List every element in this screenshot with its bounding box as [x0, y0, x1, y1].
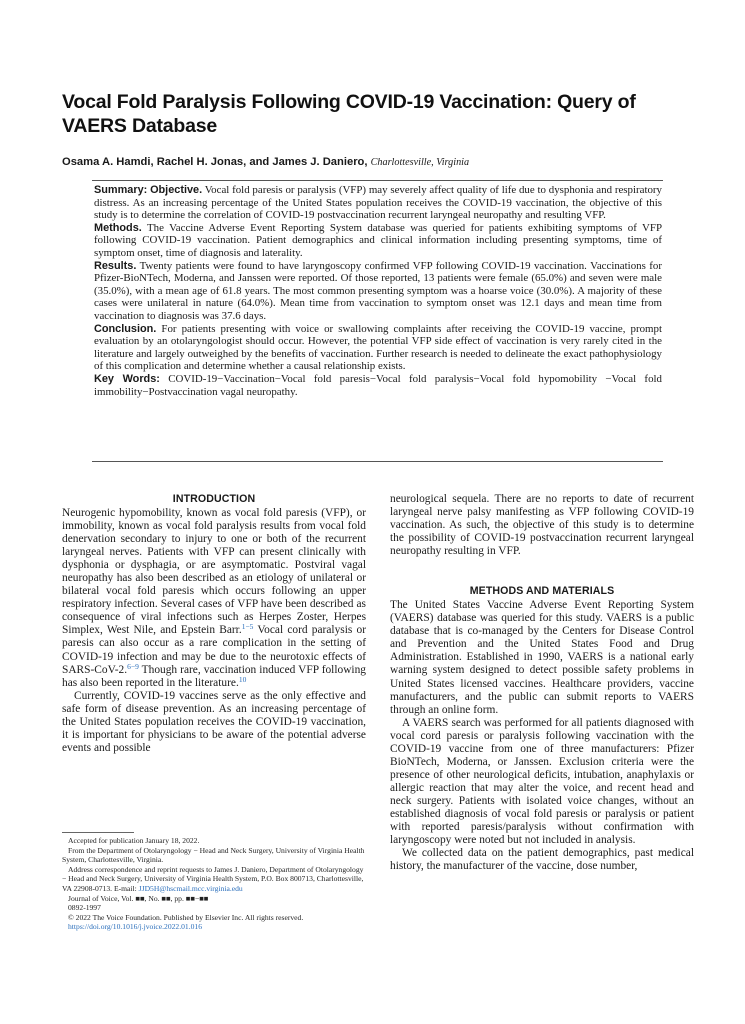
- abstract-results: [94, 260, 662, 323]
- footnote-copyright: © 2022 The Voice Foundation. Published by Elsevier Inc. All rights reserved.: [68, 912, 304, 922]
- intro-p1-text-a: Neurogenic hypomobility, known as vocal fold paresis (VFP), or immobility, known as vocal fold paralysis results from vocal fold denervation secondary to injury to one or both of the recurrent laryngeal nerves. Patients with VFP can present clinically with dysphonia or dysphagia, or are asymptomatic. Postviral vagal neuropathy has also been described as an etiology of unilateral or bilateral vocal fold paresis which occurs following an upper respiratory infection. Several cases of VFP have been described as consequence of viral infections such as Herpes Zoster, Herpes Simplex, West Nile, and Epstein Barr.: [62, 507, 366, 637]
- methods-label: Methods.: [94, 221, 142, 234]
- article-title: Vocal Fold Paralysis Following COVID-19 Vaccination: Query of VAERS Database: [62, 91, 636, 137]
- conclusion-text: For patients presenting with voice or swallowing complaints after receiving the COVID-19 vaccine, prompt evaluation by an otolaryngologist should occur. However, the potential VFP side effect of vaccination is very rarely cited in the literature and largely outweighed by the benefits of vaccination. Further research is needed to delineate the exact pathophysiology of this complication and determine whether a causal relationship exists.: [94, 322, 662, 373]
- introduction-heading: INTRODUCTION: [172, 493, 256, 505]
- intro-p1-text-b: Vocal cord paralysis or paresis can also occur as a rare complication in the setting of COVID-19 infection and may be due to the neurotoxic effects of SARS-CoV-2.: [62, 624, 366, 676]
- methods-paragraph-3: We collected data on the patient demographics, past medical history, the manufacturer of the vaccine, dose number,: [390, 847, 694, 873]
- objective-text: Vocal fold paresis or paralysis (VFP) may severely affect quality of life due to dysphonia and respiratory distress. As an increasing percentage of the United States population receives the COVID-19 vaccination, the objective of this study is to determine the correlation of COVID-19 postvaccination recurrent laryngeal neuropathy and resulting VFP.: [94, 184, 662, 222]
- footnote-accepted: Accepted for publication January 18, 2022.: [68, 836, 200, 845]
- abstract-top-rule: [92, 180, 663, 181]
- abstract-bottom-rule: [92, 461, 663, 462]
- author-line: [62, 155, 687, 170]
- footnote-journal: Journal of Voice, Vol. ■■, No. ■■, pp. ■■−■■: [68, 893, 209, 903]
- reference-link-10[interactable]: 10: [238, 674, 247, 684]
- intro-p1-text-c: Though rare, vaccination induced VFP following has also been reported in the literature.: [62, 663, 366, 689]
- footnote-address-text: Address correspondence and reprint requests to James J. Daniero, Department of Otolaryngology − Head and Neck Surgery, University of Virginia Health System, P.O. Box 800713, Charlottesville, VA 22908-0713. E-mail:: [62, 864, 364, 893]
- introduction-paragraph-2-continued: neurological sequela. There are no reports to date of recurrent laryngeal nerve palsy manifesting as VFP following COVID-19 vaccination. As such, the objective of this study is to determine the possibility of COVID-19 postvaccination recurrent laryngeal neuropathy resulting in VFP.: [390, 493, 694, 558]
- introduction-paragraph-1: [62, 507, 366, 690]
- keywords-text: COVID-19−Vaccination−Vocal fold paresis−Vocal fold paralysis−Vocal fold hypomobility −Vocal fold immobility−Postvaccination vagal neuropathy.: [94, 372, 662, 398]
- reference-link-6-9[interactable]: 6−9: [127, 661, 139, 671]
- results-label: Results.: [94, 259, 137, 272]
- conclusion-label: Conclusion.: [94, 322, 157, 335]
- results-text: Twenty patients were found to have laryngoscopy confirmed VFP following COVID-19 vaccination. Vaccinations for Pfizer-BioNTech, Moderna, and Janssen were reported. Of those reported, 13 patients were female (65.0%) and seven were male (35.0%), with a mean age of 61.8 years. The most common presenting symptom was a hoarse voice (30.0%). A majority of these cases were unilateral in nature (64.0%). Mean time from vaccination to symptom onset was 12.1 days and mean time from vaccination to diagnosis was 37.6 days.: [94, 259, 662, 322]
- methods-heading: METHODS AND MATERIALS: [469, 585, 615, 598]
- footnote-address: [62, 865, 366, 894]
- left-column: [62, 493, 366, 755]
- methods-paragraph-2: A VAERS search was performed for all patients diagnosed with vocal cord paresis or paralysis following vaccination with the COVID-19 vaccine from one of three manufacturers: Pfizer BioNTech, Moderna, or Janssen. Exclusion criteria were the presence of other neurological deficits, intubation, anaphylaxis or allergic reaction that may alter the voice, and recent head and neck surgery. Patients with isolated voice changes, without an established diagnosis of vocal fold paresis or paralysis or patient with reported paresis/paralysis without confirmation with laryngoscopy were noted but not included in analysis.: [390, 716, 694, 847]
- methods-text: The Vaccine Adverse Event Reporting System database was queried for patients exhibiting symptoms of VFP following COVID-19 vaccination. Patient demographics and clinical information including presenting symptoms, time of symptom onset, time of diagnosis and laterality.: [94, 221, 663, 259]
- abstract-objective: [94, 184, 662, 222]
- footnote-from: From the Department of Otolaryngology − Head and Neck Surgery, University of Virginia Health System, Charlottesville, Virginia.: [62, 845, 365, 865]
- summary-label: Summary:: [94, 184, 148, 196]
- abstract-keywords: [94, 373, 662, 398]
- introduction-paragraph-2: Currently, COVID-19 vaccines serve as the only effective and safe form of disease prevention. As an increasing percentage of the United States population receives the COVID-19 vaccination, it is important for physicians to be aware of the potential adverse events and possible: [62, 689, 366, 754]
- footnote-doi: [62, 922, 366, 932]
- email-link[interactable]: JJD5H@hscmail.mcc.virginia.edu: [138, 883, 243, 893]
- right-column: [390, 493, 694, 873]
- keywords-label: Key Words:: [94, 372, 160, 385]
- reference-link-1-5[interactable]: 1−5: [241, 622, 254, 632]
- author-affiliation: Charlottesville, Virginia: [370, 157, 470, 168]
- footnotes: [62, 836, 366, 932]
- author-names: Osama A. Hamdi, Rachel H. Jonas, and James J. Daniero,: [62, 156, 368, 168]
- doi-link[interactable]: https://doi.org/10.1016/j.jvoice.2022.01.016: [68, 922, 203, 932]
- methods-paragraph-1: The United States Vaccine Adverse Event Reporting System (VAERS) database was queried for this study. VAERS is a public database that is co-managed by the Centers for Disease Control and Prevention and the United States Food and Drug Administration. Established in 1990, VAERS is a national early warning system designed to detect possible safety problems in United States licensed vaccines. Healthcare providers, vaccine manufacturers, and the public can submit reports to VAERS through an online form.: [390, 599, 694, 716]
- footnote-issn: 0892-1997: [68, 903, 101, 913]
- abstract: [94, 184, 662, 398]
- abstract-conclusion: [94, 323, 662, 373]
- abstract-methods: [94, 222, 662, 260]
- footnote-rule: [62, 832, 134, 833]
- objective-label: Objective.: [150, 184, 203, 196]
